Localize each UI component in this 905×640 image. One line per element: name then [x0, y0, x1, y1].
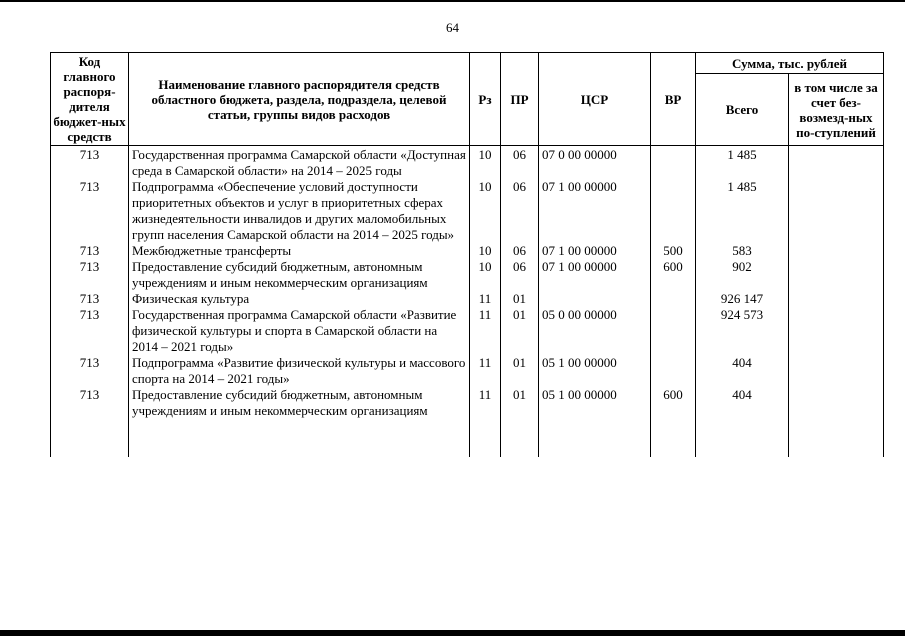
cell-total: 1 485	[696, 146, 789, 180]
cell-vr	[651, 307, 696, 355]
cell-incl	[789, 387, 884, 457]
cell-code: 713	[51, 307, 129, 355]
cell-pr: 01	[501, 307, 539, 355]
table-body	[51, 146, 884, 458]
cell-vr: 600	[651, 259, 696, 291]
header-total: Всего	[696, 74, 789, 146]
header-code: Код главного распоря-дителя бюджет-ных средств	[51, 53, 129, 146]
cell-incl	[789, 291, 884, 307]
cell-incl	[789, 243, 884, 259]
cell-total: 902	[696, 259, 789, 291]
cell-pr: 06	[501, 243, 539, 259]
cell-rz: 11	[470, 291, 501, 307]
cell-total: 924 573	[696, 307, 789, 355]
cell-incl	[789, 355, 884, 387]
cell-pr: 01	[501, 387, 539, 457]
cell-incl	[789, 179, 884, 243]
cell-name: Подпрограмма «Развитие физической культуры и массового спорта на 2014 – 2021 годы»	[129, 355, 470, 387]
header-sum-group: Сумма, тыс. рублей	[696, 53, 884, 74]
header-vr: ВР	[651, 53, 696, 146]
cell-code: 713	[51, 243, 129, 259]
cell-incl	[789, 259, 884, 291]
cell-code: 713	[51, 259, 129, 291]
table-row	[51, 259, 884, 291]
cell-csr: 05 1 00 00000	[539, 355, 651, 387]
cell-csr: 07 1 00 00000	[539, 259, 651, 291]
cell-name: Физическая культура	[129, 291, 470, 307]
table-row	[51, 355, 884, 387]
cell-total: 404	[696, 387, 789, 457]
cell-rz: 11	[470, 307, 501, 355]
cell-pr: 06	[501, 259, 539, 291]
cell-incl	[789, 146, 884, 180]
cell-code: 713	[51, 387, 129, 457]
cell-rz: 11	[470, 387, 501, 457]
cell-pr: 01	[501, 355, 539, 387]
cell-name: Подпрограмма «Обеспечение условий доступности приоритетных объектов и услуг в приоритетных сферах жизнедеятельности инвалидов и других маломобильных групп населения Самарской области на 2014 – 2025 годы»	[129, 179, 470, 243]
cell-rz: 11	[470, 355, 501, 387]
budget-table	[50, 52, 884, 457]
cell-name: Предоставление субсидий бюджетным, автономным учреждениям и иным некоммерческим организациям	[129, 387, 470, 457]
cell-total: 404	[696, 355, 789, 387]
table-row	[51, 146, 884, 180]
cell-csr: 07 0 00 00000	[539, 146, 651, 180]
cell-total: 583	[696, 243, 789, 259]
cell-rz: 10	[470, 243, 501, 259]
bottom-rule	[0, 630, 905, 636]
cell-vr: 500	[651, 243, 696, 259]
cell-name: Государственная программа Самарской области «Доступная среда в Самарской области» на 2014 – 2025 годы	[129, 146, 470, 180]
cell-vr	[651, 291, 696, 307]
table-row	[51, 387, 884, 457]
table-row	[51, 307, 884, 355]
header-pr: ПР	[501, 53, 539, 146]
table-row	[51, 179, 884, 243]
cell-rz: 10	[470, 179, 501, 243]
cell-pr: 06	[501, 179, 539, 243]
header-csr: ЦСР	[539, 53, 651, 146]
cell-vr	[651, 179, 696, 243]
cell-code: 713	[51, 355, 129, 387]
header-rz: Рз	[470, 53, 501, 146]
cell-csr: 05 0 00 00000	[539, 307, 651, 355]
cell-code: 713	[51, 179, 129, 243]
header-name: Наименование главного распорядителя средств областного бюджета, раздела, подраздела, целевой статьи, группы видов расходов	[129, 53, 470, 146]
cell-total: 1 485	[696, 179, 789, 243]
table-header	[51, 53, 884, 146]
cell-csr: 07 1 00 00000	[539, 243, 651, 259]
cell-name: Предоставление субсидий бюджетным, автономным учреждениям и иным некоммерческим организациям	[129, 259, 470, 291]
cell-code: 713	[51, 146, 129, 180]
cell-name: Государственная программа Самарской области «Развитие физической культуры и спорта в Самарской области на 2014 – 2021 годы»	[129, 307, 470, 355]
cell-incl	[789, 307, 884, 355]
cell-vr	[651, 146, 696, 180]
table-row	[51, 243, 884, 259]
cell-rz: 10	[470, 259, 501, 291]
cell-pr: 06	[501, 146, 539, 180]
cell-vr	[651, 355, 696, 387]
header-incl: в том числе за счет без-возмезд-ных по-ступлений	[789, 74, 884, 146]
cell-pr: 01	[501, 291, 539, 307]
cell-csr: 05 1 00 00000	[539, 387, 651, 457]
cell-code: 713	[51, 291, 129, 307]
cell-total: 926 147	[696, 291, 789, 307]
cell-name: Межбюджетные трансферты	[129, 243, 470, 259]
cell-csr: 07 1 00 00000	[539, 179, 651, 243]
top-rule	[0, 0, 905, 2]
cell-rz: 10	[470, 146, 501, 180]
page-number: 64	[446, 20, 459, 35]
cell-csr	[539, 291, 651, 307]
cell-vr: 600	[651, 387, 696, 457]
table-row	[51, 291, 884, 307]
